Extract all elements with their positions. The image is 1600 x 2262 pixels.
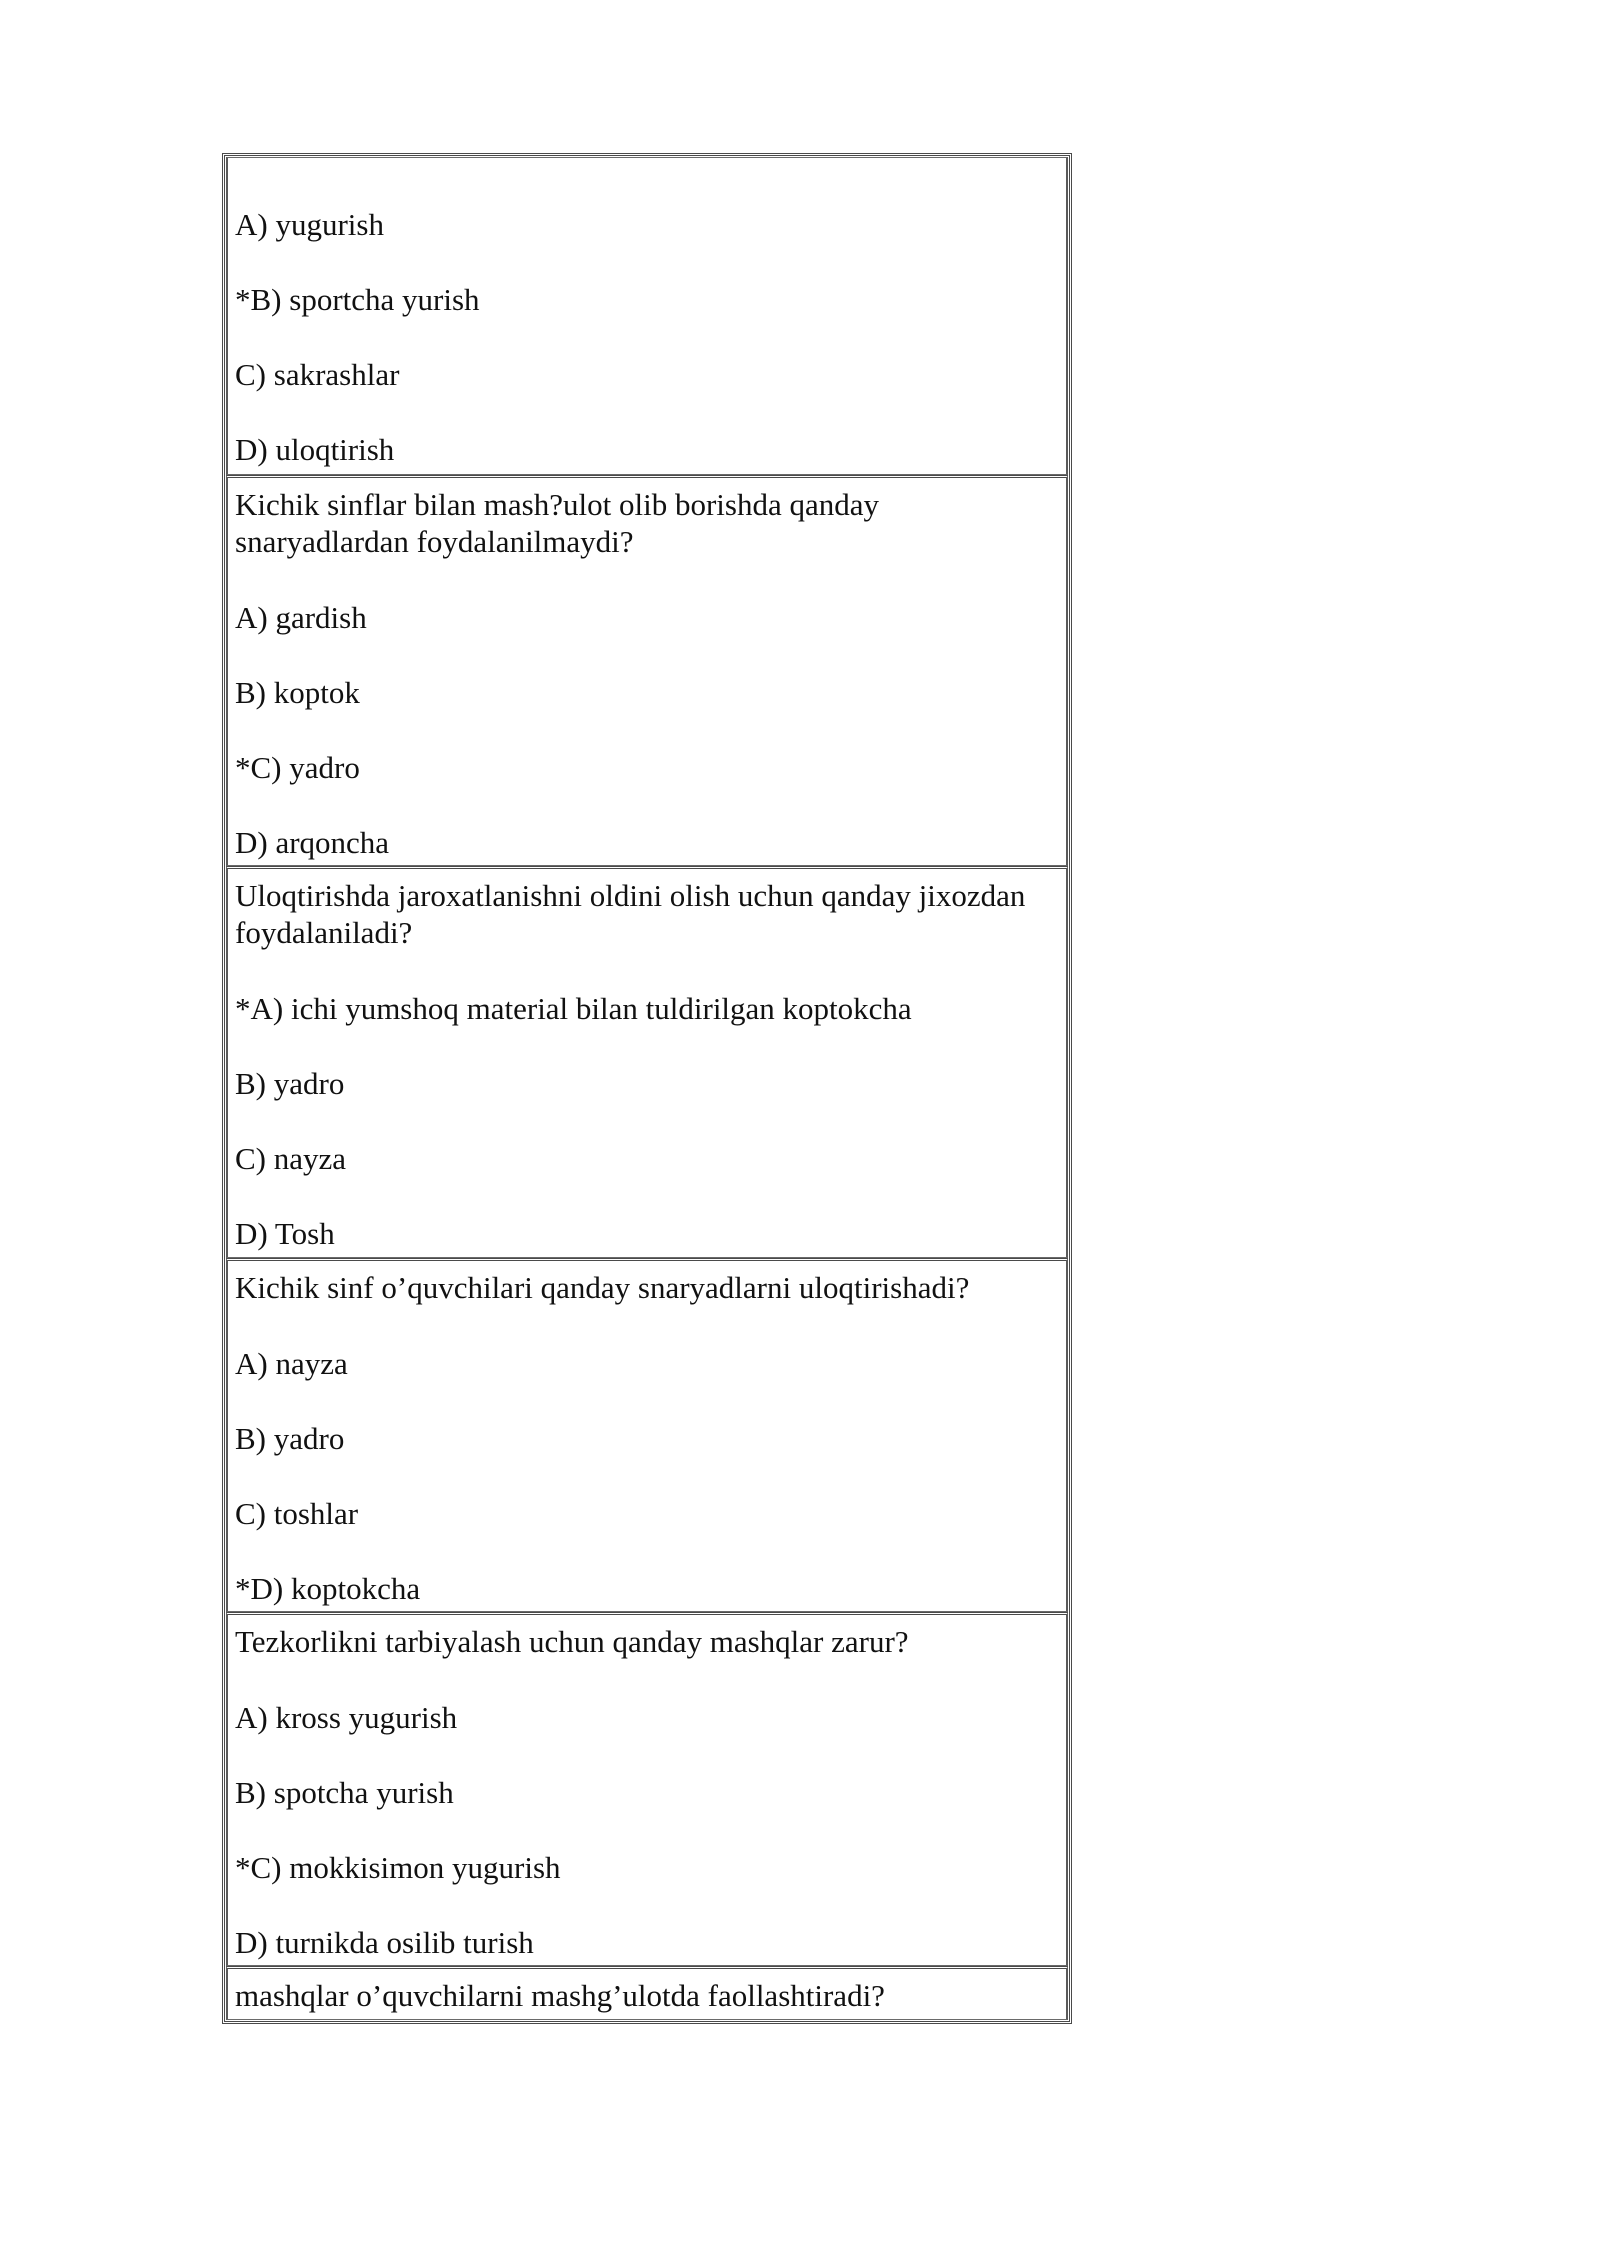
- question-text: mashqlar o’quvchilarni mashg’ulotda faollashtiradi?: [235, 1978, 885, 2013]
- answer-option: B) koptok: [235, 675, 360, 710]
- answer-option: *C) yadro: [235, 750, 360, 785]
- answer-option: C) nayza: [235, 1141, 347, 1176]
- answer-option: A) nayza: [235, 1346, 348, 1381]
- answer-option: A) yugurish: [235, 207, 384, 242]
- answer-option: D) uloqtirish: [235, 432, 395, 467]
- answer-option: D) turnikda osilib turish: [235, 1925, 534, 1960]
- answer-option: D) Tosh: [235, 1216, 335, 1251]
- answer-option: B) spotcha yurish: [235, 1775, 454, 1810]
- quiz-cell-3: [226, 866, 1068, 1258]
- question-text: Kichik sinflar bilan mash?ulot olib borishda qanday snaryadlardan foydalanilmaydi?: [235, 487, 879, 559]
- answer-option: B) yadro: [235, 1066, 345, 1101]
- answer-option: B) yadro: [235, 1421, 345, 1456]
- question-text: Kichik sinf o’quvchilari qanday snaryadlarni uloqtirishadi?: [235, 1270, 970, 1305]
- quiz-cell-4: [226, 1258, 1068, 1612]
- answer-option: *C) mokkisimon yugurish: [235, 1850, 561, 1885]
- quiz-table: [222, 153, 1072, 2024]
- answer-option: A) gardish: [235, 600, 367, 635]
- answer-option: *A) ichi yumshoq material bilan tuldirilgan koptokcha: [235, 991, 912, 1026]
- answer-option: C) sakrashlar: [235, 357, 400, 392]
- answer-option: *D) koptokcha: [235, 1571, 421, 1606]
- answer-option: C) toshlar: [235, 1496, 359, 1531]
- answer-option: D) arqoncha: [235, 825, 390, 860]
- quiz-cell-2: [226, 475, 1068, 866]
- answer-option: *B) sportcha yurish: [235, 282, 480, 317]
- question-text: Uloqtirishda jaroxatlanishni oldini olish uchun qanday jixozdan foydalaniladi?: [235, 878, 1026, 950]
- quiz-cell-6: [226, 1966, 1068, 2020]
- answer-option: A) kross yugurish: [235, 1700, 458, 1735]
- quiz-cell-5: [226, 1612, 1068, 1966]
- question-text: Tezkorlikni tarbiyalash uchun qanday mashqlar zarur?: [235, 1624, 909, 1659]
- quiz-cell-1: [226, 157, 1068, 475]
